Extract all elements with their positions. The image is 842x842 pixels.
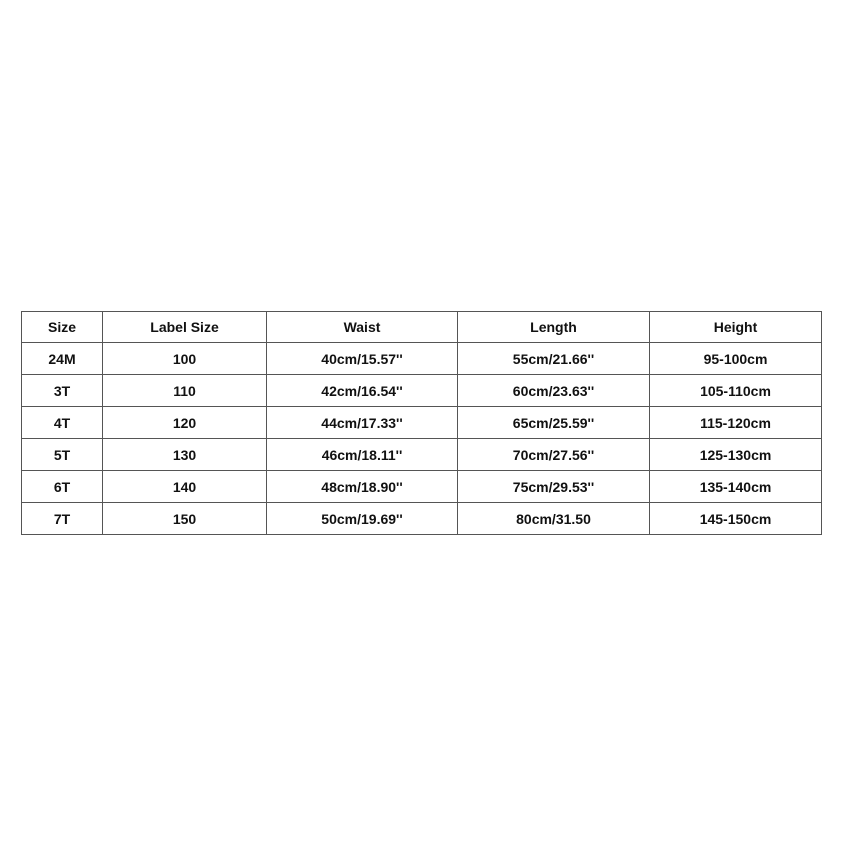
- cell-length: 65cm/25.59'': [458, 407, 650, 439]
- size-chart-table: [21, 311, 822, 535]
- cell-height: 115-120cm: [650, 407, 822, 439]
- cell-label-size: 100: [103, 343, 267, 375]
- table-row: [22, 343, 822, 375]
- cell-length: 75cm/29.53'': [458, 471, 650, 503]
- cell-length: 70cm/27.56'': [458, 439, 650, 471]
- cell-waist: 42cm/16.54'': [267, 375, 458, 407]
- cell-size: 24M: [22, 343, 103, 375]
- cell-waist: 44cm/17.33'': [267, 407, 458, 439]
- cell-label-size: 110: [103, 375, 267, 407]
- table-row: [22, 375, 822, 407]
- cell-length: 55cm/21.66'': [458, 343, 650, 375]
- header-label-size: Label Size: [103, 312, 267, 343]
- cell-waist: 40cm/15.57'': [267, 343, 458, 375]
- cell-label-size: 130: [103, 439, 267, 471]
- cell-size: 7T: [22, 503, 103, 535]
- cell-height: 135-140cm: [650, 471, 822, 503]
- cell-height: 145-150cm: [650, 503, 822, 535]
- header-waist: Waist: [267, 312, 458, 343]
- cell-waist: 48cm/18.90'': [267, 471, 458, 503]
- cell-waist: 46cm/18.11'': [267, 439, 458, 471]
- table-row: [22, 439, 822, 471]
- table-header-row: [22, 312, 822, 343]
- cell-length: 80cm/31.50: [458, 503, 650, 535]
- header-height: Height: [650, 312, 822, 343]
- cell-height: 95-100cm: [650, 343, 822, 375]
- cell-height: 105-110cm: [650, 375, 822, 407]
- table-row: [22, 471, 822, 503]
- cell-size: 3T: [22, 375, 103, 407]
- cell-size: 6T: [22, 471, 103, 503]
- cell-label-size: 150: [103, 503, 267, 535]
- cell-label-size: 120: [103, 407, 267, 439]
- cell-size: 4T: [22, 407, 103, 439]
- table-row: [22, 503, 822, 535]
- header-size: Size: [22, 312, 103, 343]
- cell-height: 125-130cm: [650, 439, 822, 471]
- cell-waist: 50cm/19.69'': [267, 503, 458, 535]
- cell-size: 5T: [22, 439, 103, 471]
- table-row: [22, 407, 822, 439]
- header-length: Length: [458, 312, 650, 343]
- cell-label-size: 140: [103, 471, 267, 503]
- cell-length: 60cm/23.63'': [458, 375, 650, 407]
